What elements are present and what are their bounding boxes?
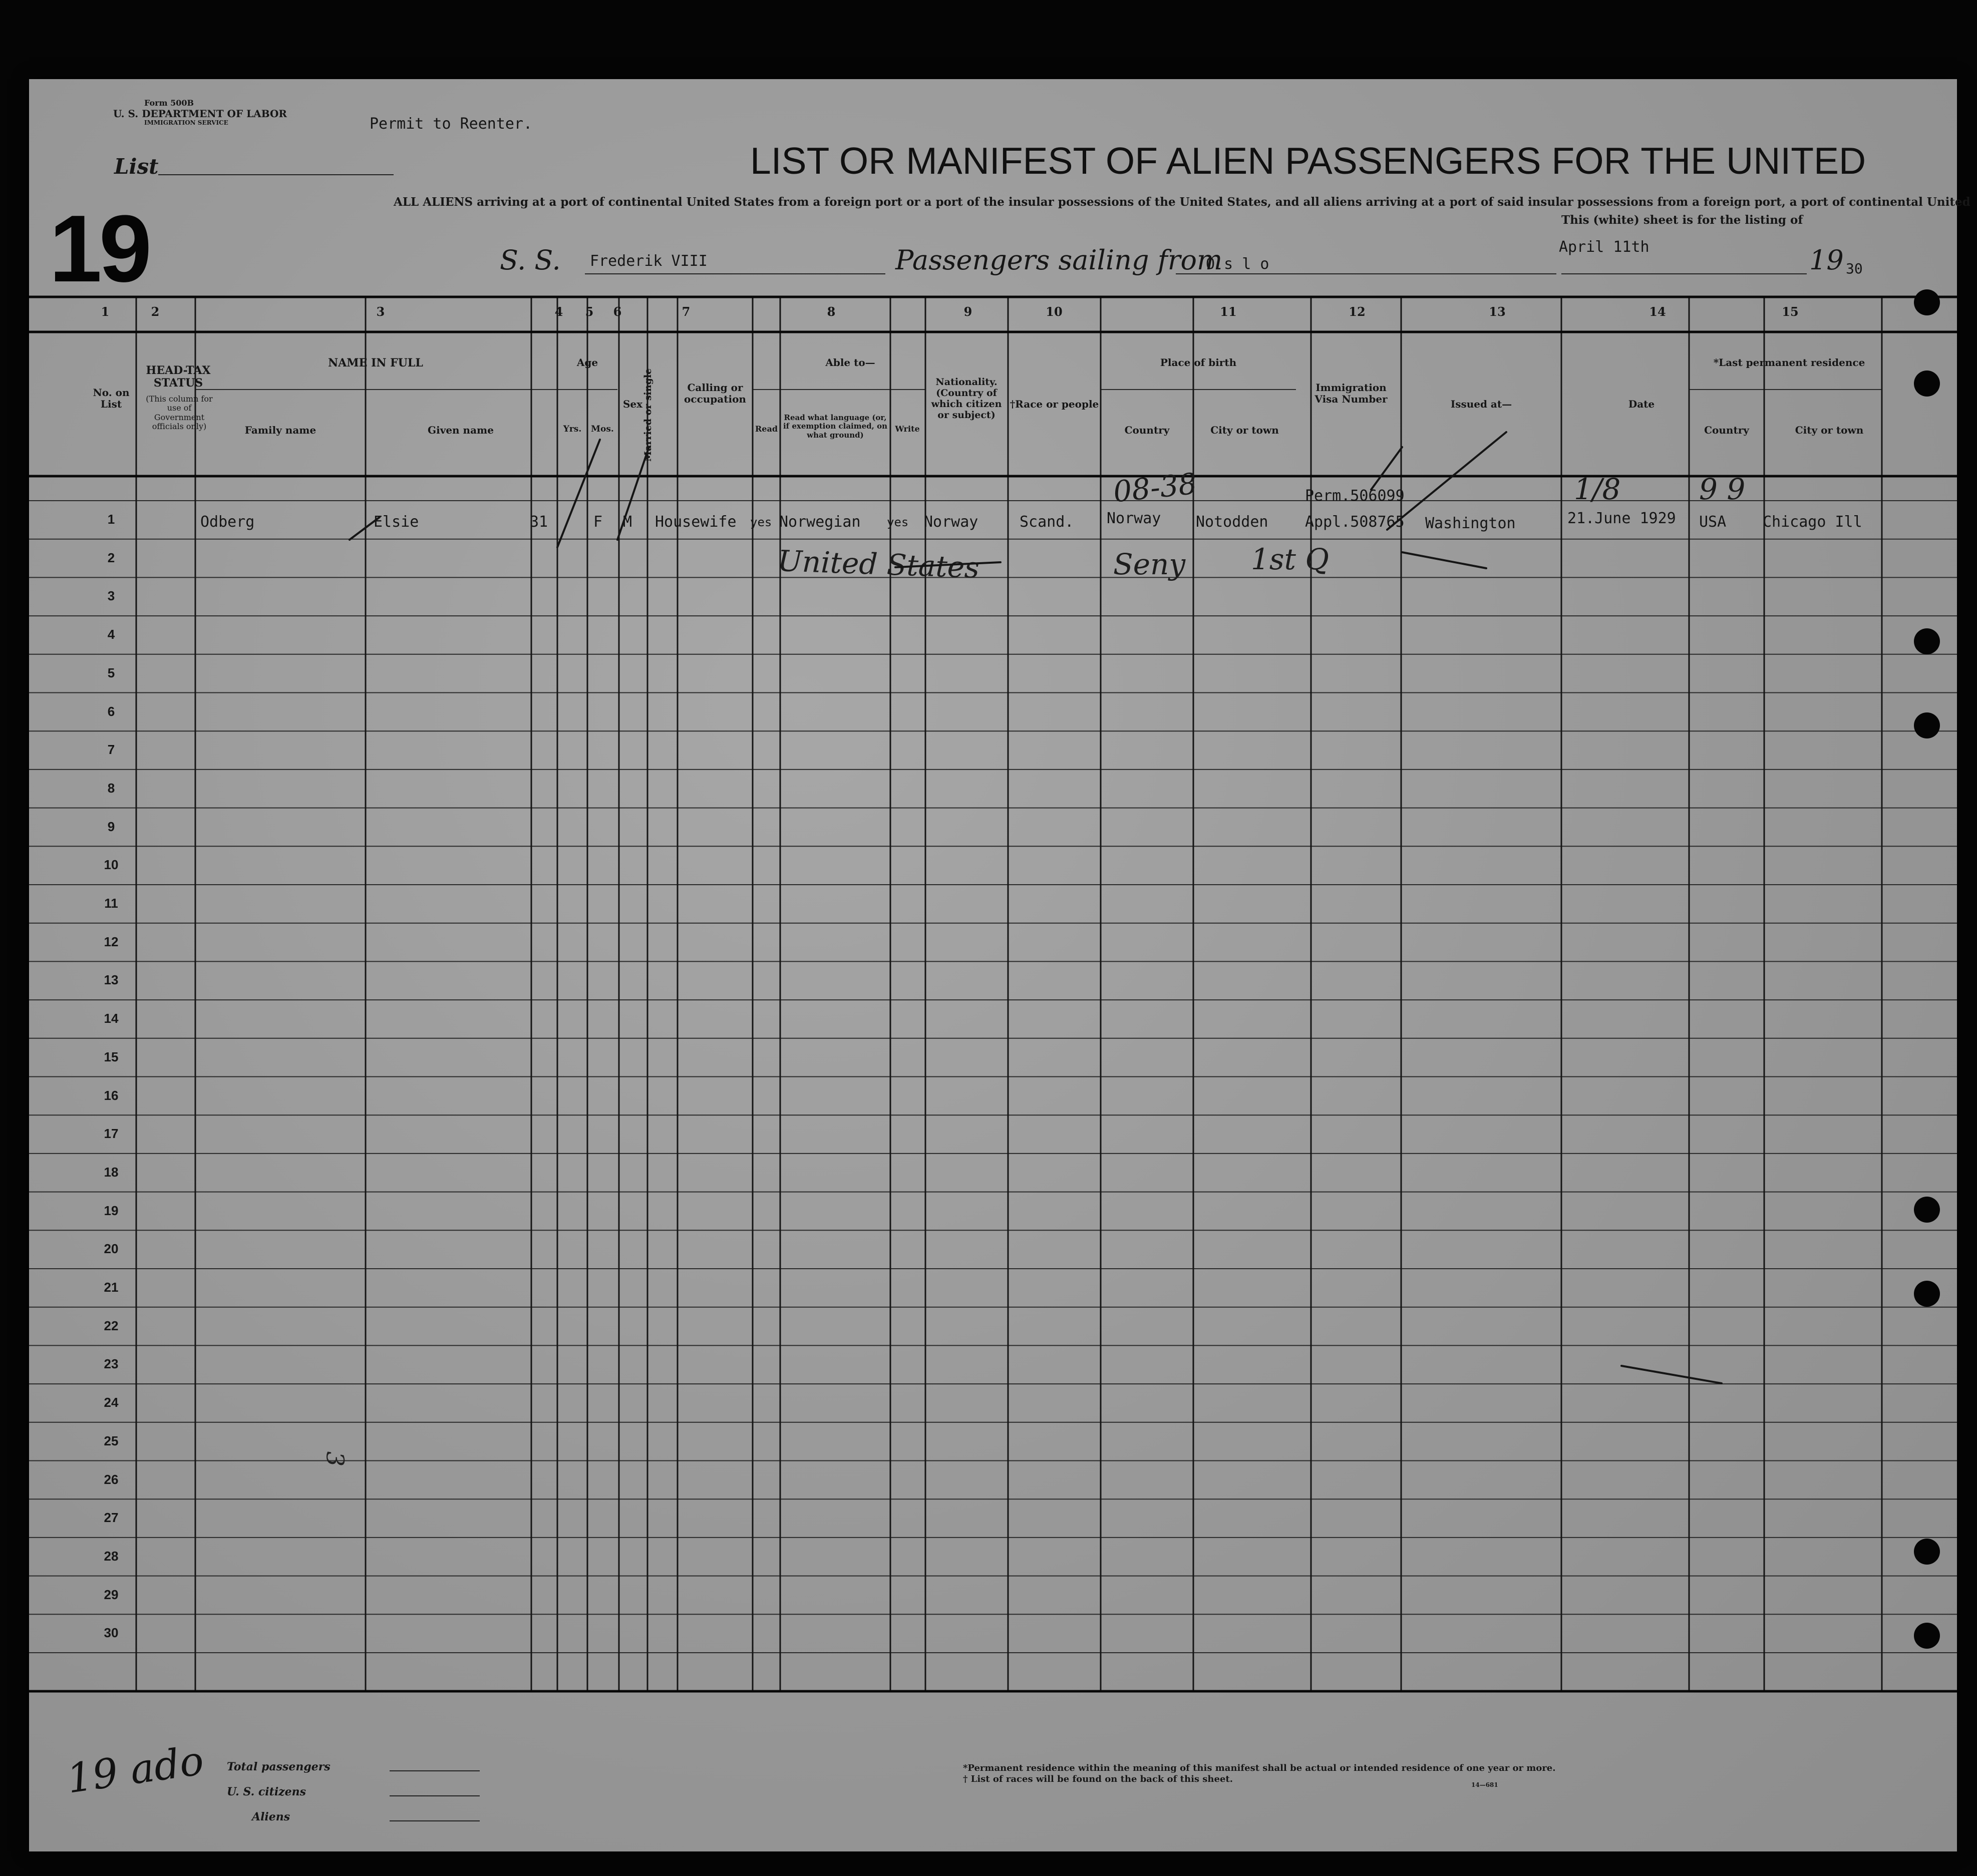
header-read: Read xyxy=(755,424,778,434)
passenger-race: Scand. xyxy=(1020,513,1074,531)
passenger-married: M xyxy=(623,513,632,531)
handwritten-note-4: Seny xyxy=(1113,547,1186,581)
header-married: Married or single xyxy=(642,368,654,462)
row-number: 21 xyxy=(104,1280,119,1295)
colnum-10: 10 xyxy=(1046,304,1063,319)
print-code: 14—681 xyxy=(1471,1781,1498,1788)
year-prefix: 19 xyxy=(1809,244,1844,276)
row-number: 23 xyxy=(104,1356,119,1372)
list-number: 19 xyxy=(49,196,149,302)
passenger-birth-city: Notodden xyxy=(1196,513,1268,531)
header-head-tax: HEAD-TAX STATUS xyxy=(146,364,211,390)
header-head-tax-note: (This column for use of Government officials only) xyxy=(146,394,213,432)
header-date: Date xyxy=(1628,398,1655,410)
colnum-5: 5 xyxy=(585,304,594,319)
colnum-15: 15 xyxy=(1782,304,1799,319)
binder-hole xyxy=(1914,1197,1940,1223)
handwritten-code-3: 9 9 xyxy=(1699,472,1746,506)
port-name: O s l o xyxy=(1206,255,1269,273)
header-family-name: Family name xyxy=(244,424,316,436)
aliens-label: Aliens xyxy=(252,1810,290,1823)
row-number: 4 xyxy=(107,627,115,642)
colnum-4: 4 xyxy=(554,304,563,319)
header-res-city: City or town xyxy=(1795,424,1864,436)
passenger-read: yes xyxy=(750,515,772,529)
colnum-1: 1 xyxy=(101,304,110,319)
header-able-to: Able to— xyxy=(825,356,875,368)
header-res-country: Country xyxy=(1704,424,1749,436)
row-number: 15 xyxy=(104,1049,119,1064)
colnum-11: 11 xyxy=(1220,304,1237,319)
header-birth-country: Country xyxy=(1124,424,1170,436)
row-number: 11 xyxy=(104,896,118,911)
binder-hole xyxy=(1914,1623,1940,1649)
row-number: 3 xyxy=(107,588,115,604)
total-passengers-label: Total passengers xyxy=(227,1760,331,1773)
department-label: U. S. DEPARTMENT OF LABOR xyxy=(113,108,287,120)
passenger-res-city: Chicago Ill xyxy=(1763,513,1862,531)
row-number: 22 xyxy=(104,1318,119,1333)
header-birth-city: City or town xyxy=(1210,424,1279,436)
aliens-line xyxy=(390,1820,480,1821)
header-race: †Race or people xyxy=(1010,398,1099,410)
binder-hole xyxy=(1914,1539,1940,1565)
header-given-name: Given name xyxy=(428,424,494,436)
handwritten-note-5: 1st Q xyxy=(1251,542,1329,576)
passenger-visa-line-1: Perm.506099 xyxy=(1305,487,1405,505)
header-age-mos: Mos. xyxy=(591,424,614,434)
row-number: 26 xyxy=(104,1471,119,1487)
row-number: 29 xyxy=(104,1587,119,1602)
us-citizens-line xyxy=(390,1795,480,1796)
row-number: 28 xyxy=(104,1548,119,1564)
header-name-in-full: NAME IN FULL xyxy=(328,356,423,369)
row-number: 20 xyxy=(104,1241,119,1257)
row-number: 6 xyxy=(107,703,115,719)
row-number: 18 xyxy=(104,1164,119,1180)
handwritten-signature: United States xyxy=(777,543,980,585)
row-number: 30 xyxy=(104,1625,119,1641)
binder-hole xyxy=(1914,1281,1940,1307)
passenger-language: Norwegian xyxy=(779,513,861,531)
margin-note: 19 ado xyxy=(64,1737,207,1802)
year-suffix: 30 xyxy=(1846,260,1863,277)
binder-hole xyxy=(1914,370,1940,397)
form-number: Form 500B xyxy=(144,98,194,108)
row-number: 25 xyxy=(104,1433,119,1448)
ship-name: Frederik VIII xyxy=(590,252,708,270)
header-write: Write xyxy=(895,424,920,434)
passenger-given-name: Elsie xyxy=(374,513,419,531)
passenger-write: yes xyxy=(887,515,909,529)
header-last-residence: *Last permanent residence xyxy=(1713,356,1865,368)
passenger-res-country: USA xyxy=(1699,513,1727,531)
colnum-12: 12 xyxy=(1349,304,1366,319)
header-visa: Immigration Visa Number xyxy=(1314,382,1388,405)
handwritten-code-1: 08-38 xyxy=(1111,466,1199,509)
pen-strokes xyxy=(29,79,1957,1851)
binder-hole xyxy=(1914,712,1940,738)
header-calling: Calling or occupation xyxy=(684,382,746,405)
row-number: 9 xyxy=(107,819,115,834)
row-number: 16 xyxy=(104,1087,119,1103)
row-number: 10 xyxy=(104,857,119,873)
sailing-date: April 11th xyxy=(1559,238,1650,256)
header-read-language: Read what language (or, if exemption claimed, on what ground) xyxy=(783,413,888,440)
subtitle-line-1: ALL ALIENS arriving at a port of continental United States from a foreign port or a port of the insular possessions of the United States, and all aliens arriving at a port of said insular possessions from a foreign port, a port of continental United xyxy=(394,195,1970,209)
list-label: List xyxy=(114,154,159,179)
passenger-issued-at: Washington xyxy=(1425,515,1516,532)
passenger-nationality: Norway xyxy=(924,513,978,531)
row-number: 8 xyxy=(107,780,115,796)
row-number: 1 xyxy=(107,512,115,527)
row-25-mark: 3 xyxy=(320,1451,349,1467)
manifest-title: LIST OR MANIFEST OF ALIEN PASSENGERS FOR THE UNITED xyxy=(750,140,1866,182)
footnote-permanent-residence: *Permanent residence within the meaning of this manifest shall be actual or intended residence of one year or more. xyxy=(963,1763,1556,1773)
header-no-on-list: No. on List xyxy=(93,387,130,410)
row-number: 27 xyxy=(104,1510,119,1526)
binder-hole xyxy=(1914,628,1940,654)
row-number: 19 xyxy=(104,1203,119,1218)
colnum-2: 2 xyxy=(151,304,160,319)
row-number: 2 xyxy=(107,550,115,565)
passenger-visa-line-2: Appl.508765 xyxy=(1305,513,1405,531)
manifest-sheet xyxy=(29,79,1970,1851)
footnote-races: † List of races will be found on the back of this sheet. xyxy=(963,1774,1233,1784)
passenger-issue-date: 21.June 1929 xyxy=(1567,510,1676,527)
header-nationality: Nationality. (Country of which citizen or subject) xyxy=(931,377,1002,421)
row-number: 13 xyxy=(104,972,119,988)
row-number: 17 xyxy=(104,1126,119,1142)
colnum-13: 13 xyxy=(1489,304,1506,319)
sailing-label: Passengers sailing from xyxy=(895,244,1223,276)
colnum-9: 9 xyxy=(963,304,972,319)
total-passengers-line xyxy=(390,1770,480,1771)
passenger-family-name: Odberg xyxy=(200,513,255,531)
row-number: 14 xyxy=(104,1011,119,1026)
passenger-birth-country: Norway xyxy=(1107,510,1161,527)
colnum-7: 7 xyxy=(682,304,691,319)
header-age-yrs: Yrs. xyxy=(563,424,582,434)
us-citizens-label: U. S. citizens xyxy=(227,1785,306,1798)
handwritten-code-2: 1/8 xyxy=(1574,472,1621,506)
header-place-of-birth: Place of birth xyxy=(1160,356,1237,368)
binder-hole xyxy=(1914,289,1940,315)
passenger-age: 31 xyxy=(530,513,548,531)
ss-label: S. S. xyxy=(500,244,561,276)
permit-note: Permit to Reenter. xyxy=(370,115,533,133)
passenger-occupation: Housewife xyxy=(655,513,737,531)
service-label: IMMIGRATION SERVICE xyxy=(144,119,228,126)
header-sex: Sex xyxy=(622,398,643,410)
colnum-8: 8 xyxy=(827,304,836,319)
header-issued-at: Issued at— xyxy=(1450,398,1512,410)
row-number: 5 xyxy=(107,665,115,680)
colnum-14: 14 xyxy=(1649,304,1666,319)
row-number: 24 xyxy=(104,1395,119,1410)
row-number: 12 xyxy=(104,934,119,949)
header-age: Age xyxy=(576,356,598,368)
subtitle-line-2: This (white) sheet is for the listing of xyxy=(1561,213,1803,227)
colnum-6: 6 xyxy=(613,304,622,319)
row-number: 7 xyxy=(107,742,115,758)
passenger-sex: F xyxy=(593,513,603,531)
colnum-3: 3 xyxy=(376,304,385,319)
